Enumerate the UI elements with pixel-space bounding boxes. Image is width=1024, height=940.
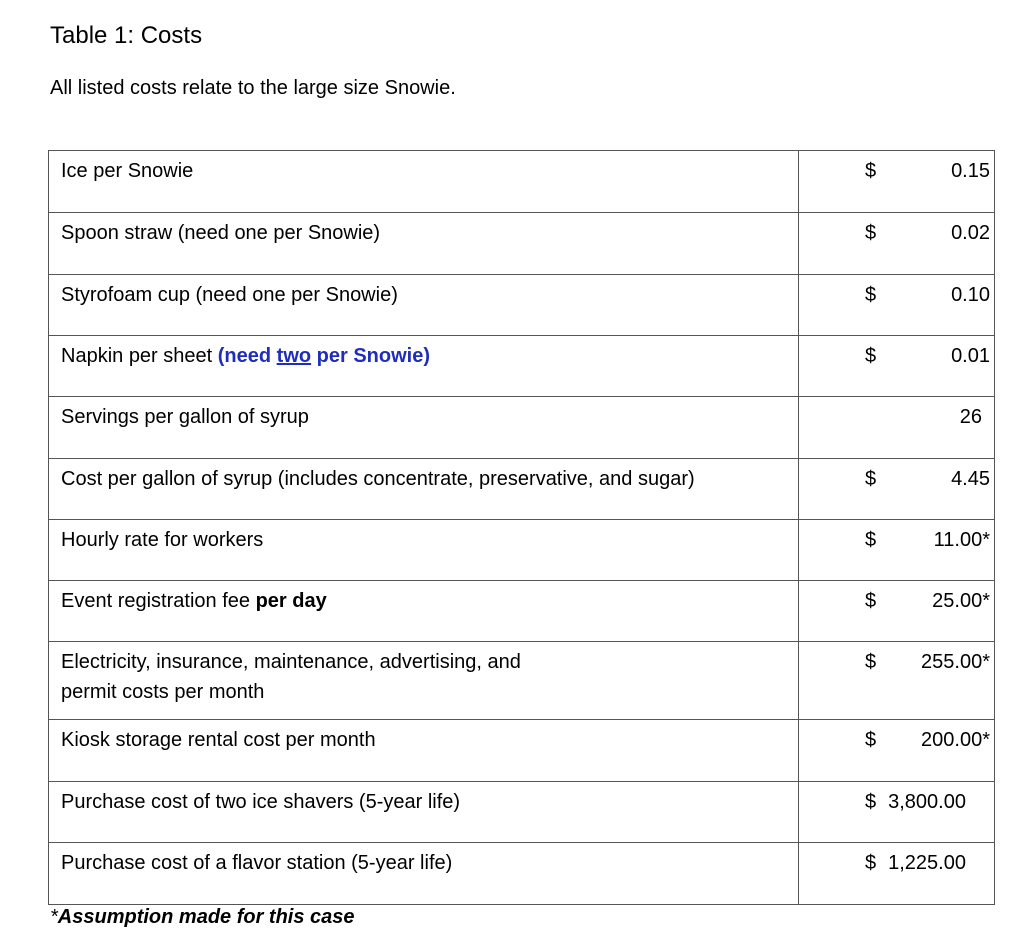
table-row [49, 459, 995, 520]
emphasis-part-2: per Snowie) [311, 345, 431, 367]
row-label: Cost per gallon of syrup (includes concentrate, preservative, and sugar) [49, 459, 799, 520]
row-label: Hourly rate for workers [49, 520, 799, 581]
table-row [49, 843, 995, 905]
table-row [49, 275, 995, 336]
row-label: Electricity, insurance, maintenance, advertising, and permit costs per month [49, 642, 799, 720]
currency-symbol: $ [865, 529, 877, 551]
currency-symbol: $ [865, 791, 877, 813]
row-value: 11.00* [933, 529, 990, 551]
row-value: 0.01 [951, 345, 990, 367]
row-label: Purchase cost of a flavor station (5-year life) [49, 843, 799, 905]
currency-symbol: $ [865, 345, 877, 367]
row-value: 3,800.00 [888, 791, 966, 813]
table-row [49, 720, 995, 782]
row-value-cell [799, 720, 995, 782]
row-value: 26 [959, 406, 982, 428]
row-value-cell [799, 782, 995, 843]
row-value: 0.10 [951, 284, 990, 306]
currency-symbol: $ [865, 729, 877, 751]
footnote-text: Assumption made for this case [57, 906, 355, 928]
table-row [49, 642, 995, 720]
footnote [50, 906, 355, 929]
table-row [49, 397, 995, 459]
table-row [49, 520, 995, 581]
row-label: Kiosk storage rental cost per month [49, 720, 799, 782]
row-value-cell [799, 336, 995, 397]
row-label-plain: Event registration fee [61, 590, 256, 612]
costs-table [48, 150, 995, 905]
row-value-cell [799, 581, 995, 642]
row-label-bold: per day [255, 590, 327, 612]
row-label-plain: Napkin per sheet [61, 345, 218, 367]
row-value-cell [799, 843, 995, 905]
row-value: 1,225.00 [888, 852, 966, 874]
table-title: Table 1: Costs [50, 22, 203, 49]
row-label-emphasis [218, 345, 430, 367]
row-value: 255.00* [921, 651, 990, 673]
row-label: Servings per gallon of syrup [49, 397, 799, 459]
row-value: 200.00* [921, 729, 990, 751]
row-label [49, 336, 799, 397]
currency-symbol: $ [865, 160, 877, 182]
table-row [49, 581, 995, 642]
row-value: 25.00* [932, 590, 990, 612]
row-value: 0.02 [951, 222, 990, 244]
row-value-cell [799, 642, 995, 720]
row-value-cell [799, 275, 995, 336]
currency-symbol: $ [865, 590, 877, 612]
emphasis-part-1: (need [217, 345, 277, 367]
footnote-star: * [50, 906, 58, 928]
currency-symbol: $ [865, 651, 877, 673]
currency-symbol: $ [865, 284, 877, 306]
row-label: Spoon straw (need one per Snowie) [49, 213, 799, 275]
currency-symbol: $ [865, 222, 877, 244]
currency-symbol: $ [865, 468, 877, 490]
row-value-cell [799, 520, 995, 581]
table-row [49, 213, 995, 275]
table-row [49, 151, 995, 213]
row-value-cell [799, 151, 995, 213]
row-value-cell [799, 397, 995, 459]
row-label: Purchase cost of two ice shavers (5-year life) [49, 782, 799, 843]
row-value-cell [799, 213, 995, 275]
row-label [49, 581, 799, 642]
row-value: 4.45 [951, 468, 990, 490]
row-value-cell [799, 459, 995, 520]
row-value: 0.15 [951, 160, 990, 182]
table-row [49, 336, 995, 397]
table-subtitle: All listed costs relate to the large size Snowie. [50, 77, 456, 99]
emphasis-underlined: two [276, 345, 312, 367]
row-label: Styrofoam cup (need one per Snowie) [49, 275, 799, 336]
row-label: Ice per Snowie [49, 151, 799, 213]
table-row [49, 782, 995, 843]
currency-symbol: $ [865, 852, 877, 874]
